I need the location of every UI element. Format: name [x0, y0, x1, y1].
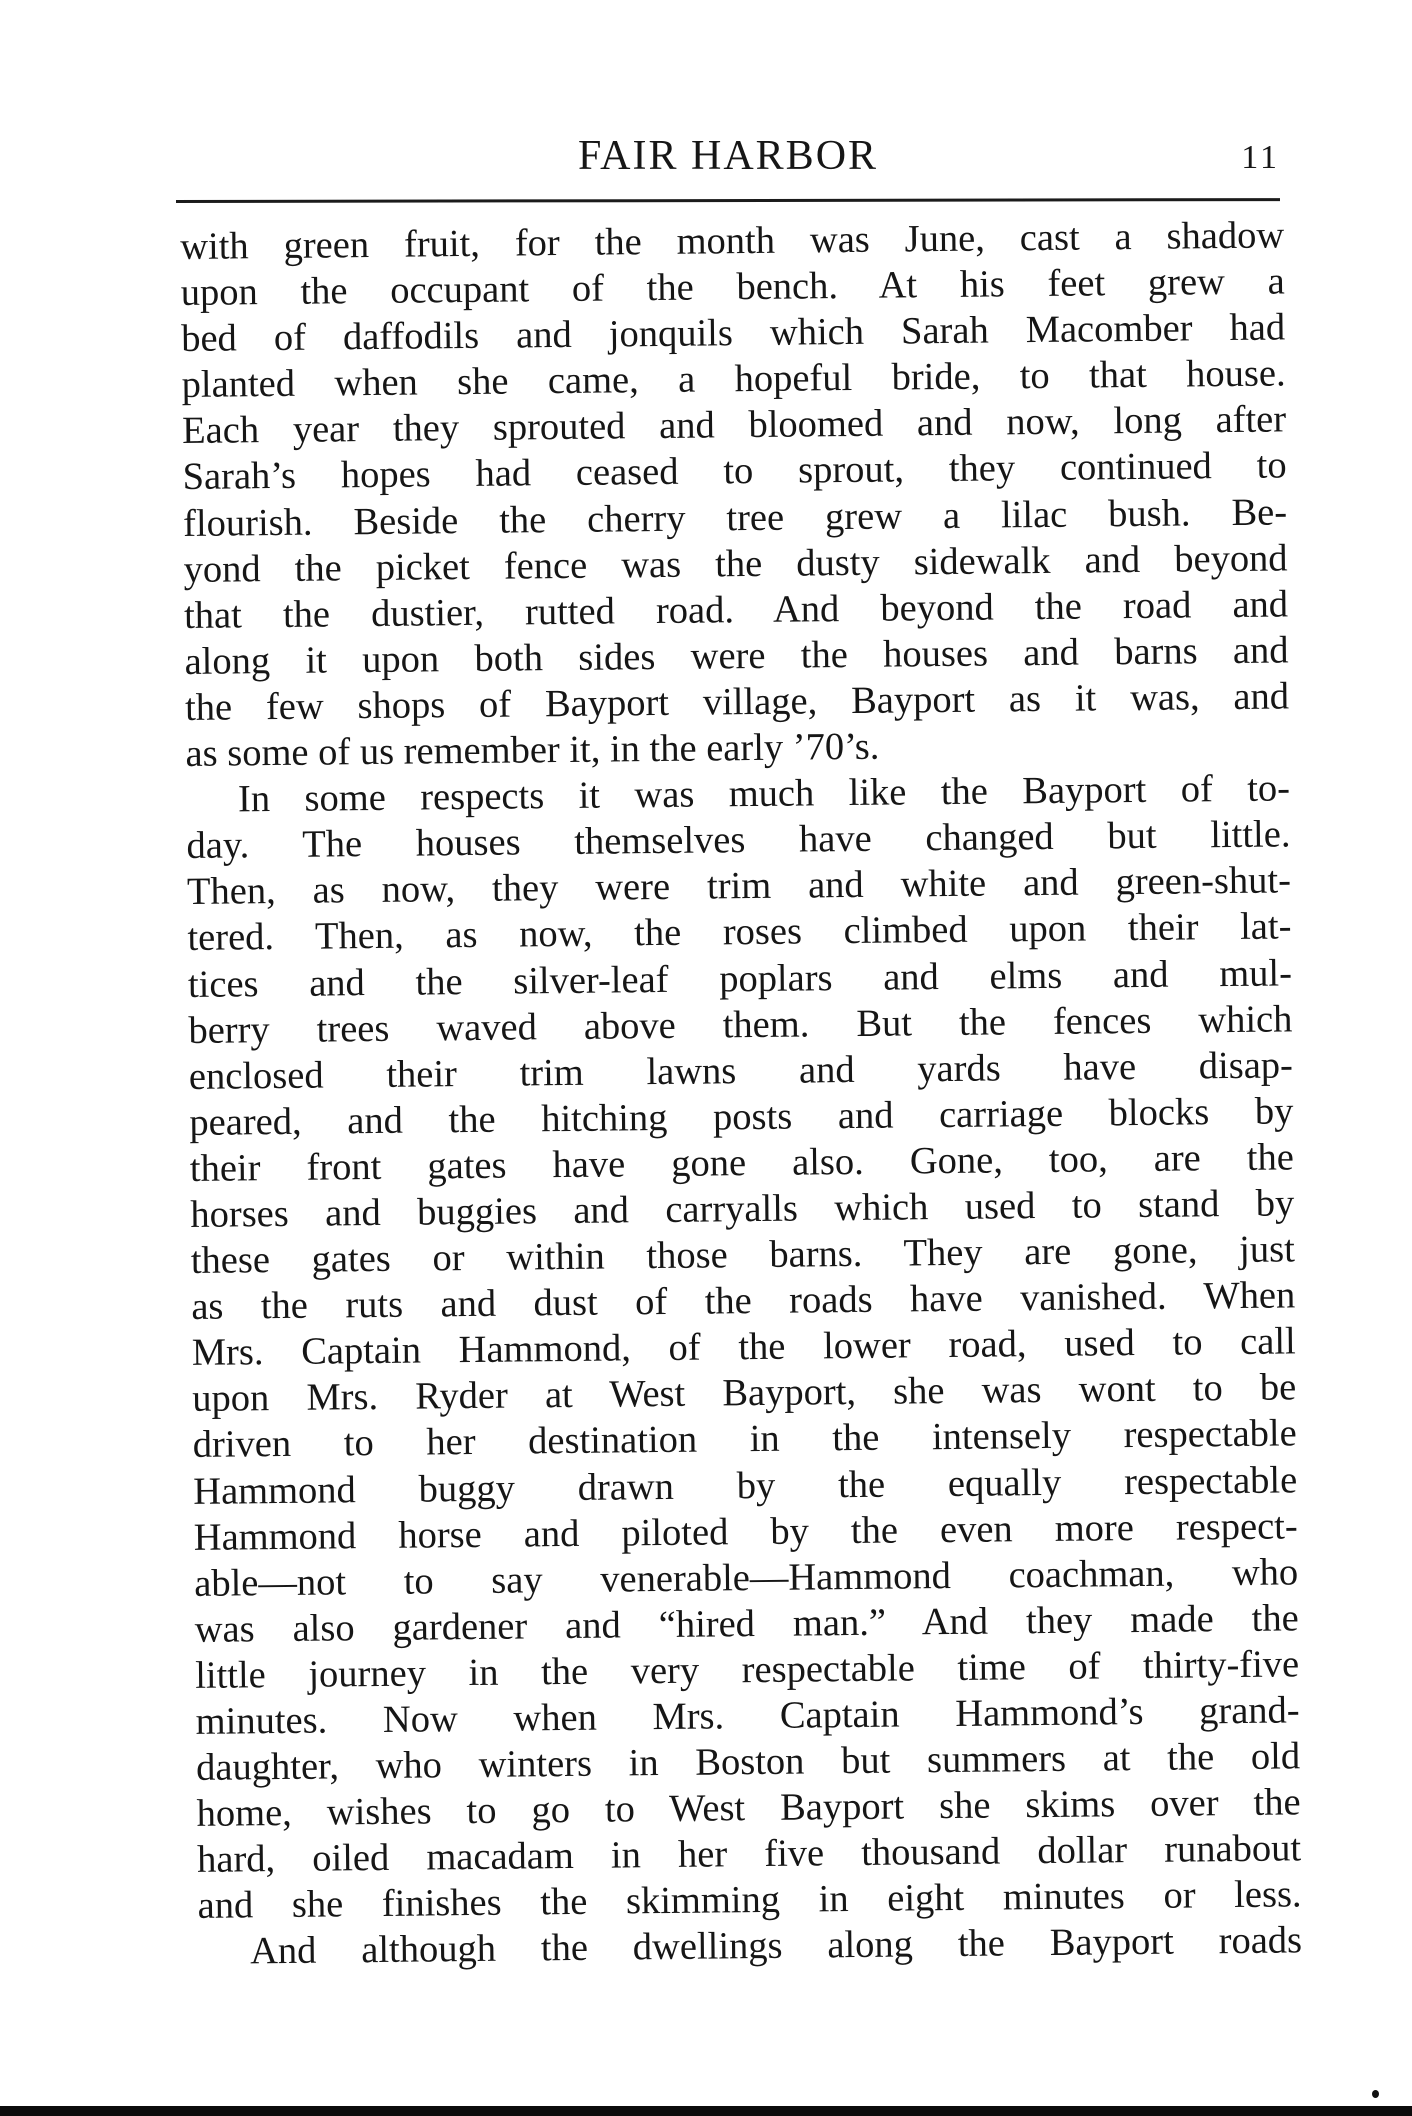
text-line: planted when she came, a hopeful bride, to that house.: [181, 352, 1286, 407]
text-line: upon the occupant of the bench. At his feet grew a: [180, 260, 1285, 315]
text-line: Mrs. Captain Hammond, of the lower road, used to call: [191, 1320, 1296, 1375]
text-line: with green fruit, for the month was June, cast a shadow: [180, 214, 1285, 268]
body-text: [180, 212, 1302, 1975]
scan-edge-bar: [0, 2106, 1412, 2116]
text-line: little journey in the very respectable time of thirty-five: [194, 1643, 1300, 1697]
ink-speck: [1372, 2090, 1379, 2098]
header-rule: [176, 198, 1280, 203]
text-line: able—not to say venerable—Hammond coachman, who: [194, 1551, 1299, 1605]
page-number: 11: [1241, 139, 1280, 176]
running-title: FAIR HARBOR: [577, 133, 879, 179]
text-line: the few shops of Bayport village, Bayport as it was, and: [184, 675, 1290, 729]
text-line: day. The houses themselves have changed but little.: [186, 813, 1291, 868]
text-line: enclosed their trim lawns and yards have disap-: [188, 1044, 1294, 1098]
text-line: And although the dwellings along the Bayport roads: [249, 1919, 1303, 1973]
text-line: Then, as now, they were trim and white and green-shut-: [186, 859, 1292, 914]
text-line: berry trees waved above them. But the fences which: [188, 997, 1293, 1052]
text-line: was also gardener and “hired man.” And they made the: [194, 1597, 1299, 1651]
text-line: upon Mrs. Ryder at West Bayport, she was wont to be: [192, 1366, 1297, 1421]
text-line: hard, oiled macadam in her five thousand dollar runabout: [196, 1827, 1302, 1882]
text-line: Sarah’s hopes had ceased to sprout, they continued to: [182, 444, 1287, 499]
text-line: tered. Then, as now, the roses climbed upon their lat-: [187, 905, 1292, 960]
text-line: home, wishes to go to West Bayport she skims over the: [196, 1781, 1301, 1836]
text-line: driven to her destination in the intensely respectable: [192, 1412, 1297, 1467]
text-line: peared, and the hitching posts and carriage blocks by: [189, 1090, 1294, 1144]
text-line: these gates or within those barns. They are gone, just: [190, 1228, 1296, 1283]
running-head: [176, 128, 1280, 184]
text-line: flourish. Beside the cherry tree grew a lilac bush. Be-: [182, 490, 1288, 545]
text-line: In some respects it was much like the Bayport of to-: [237, 767, 1291, 821]
text-line: their front gates have gone also. Gone, too, are the: [189, 1136, 1295, 1190]
text-line: and she finishes the skimming in eight minutes or less.: [197, 1873, 1302, 1928]
text-line: daughter, who winters in Boston but summers at the old: [195, 1735, 1301, 1790]
text-line: yond the picket fence was the dusty sidewalk and beyond: [183, 537, 1288, 591]
text-line: along it upon both sides were the houses and barns and: [184, 629, 1289, 683]
text-line: that the dustier, rutted road. And beyond the road and: [183, 583, 1289, 637]
text-line: Hammond buggy drawn by the equally respectable: [193, 1458, 1298, 1513]
text-line: bed of daffodils and jonquils which Sarah Macomber had: [180, 306, 1286, 361]
text-line: minutes. Now when Mrs. Captain Hammond’s grand-: [195, 1689, 1300, 1743]
text-line: as some of us remember it, in the early ’70’s.: [185, 725, 880, 776]
text-line: Hammond horse and piloted by the even more respect-: [193, 1504, 1298, 1559]
text-line: as the ruts and dust of the roads have vanished. When: [191, 1274, 1296, 1329]
text-line: tices and the silver-leaf poplars and elms and mul-: [187, 951, 1293, 1006]
text-line: Each year they sprouted and bloomed and now, long after: [181, 398, 1287, 453]
text-line: horses and buggies and carryalls which used to stand by: [190, 1182, 1295, 1236]
